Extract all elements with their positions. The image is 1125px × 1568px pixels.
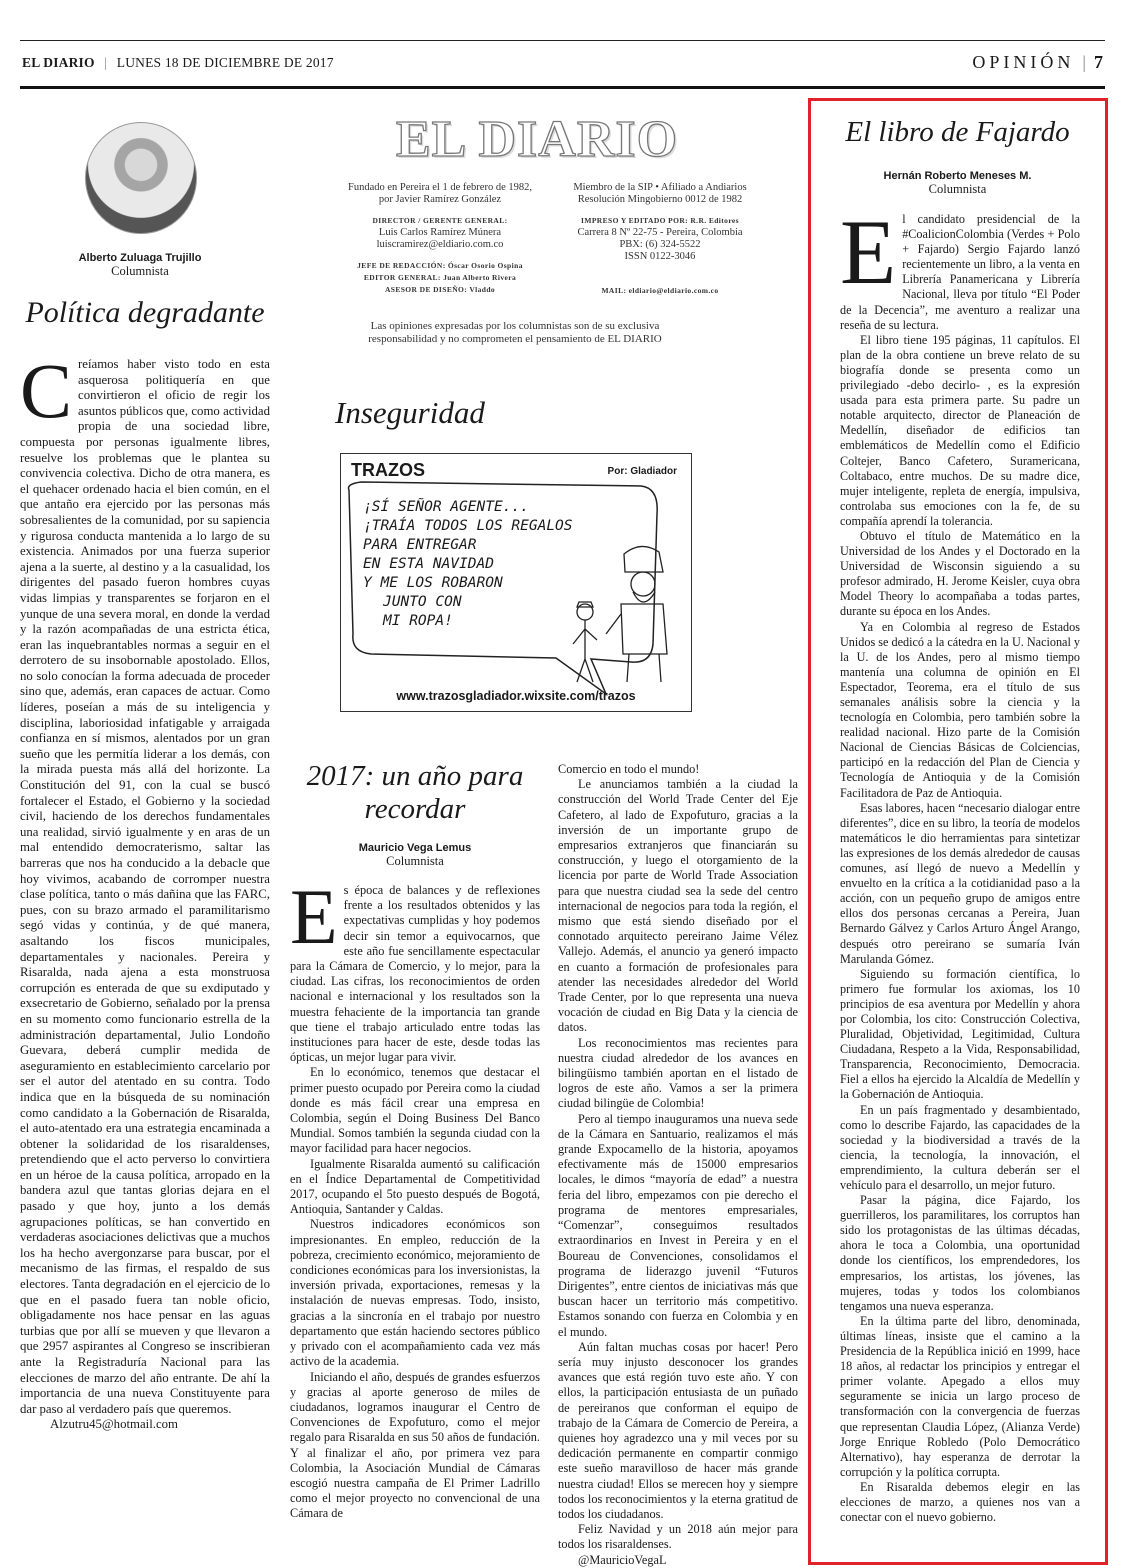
cartoon-brand: TRAZOS (351, 460, 425, 480)
header-bottom-rule (20, 86, 1105, 89)
page-header-left: EL DIARIO | LUNES 18 DE DICIEMBRE DE 2017 (22, 55, 334, 70)
col1-body (20, 347, 270, 1433)
cartoon-credit: Por: Gladiador (607, 466, 677, 477)
col2-dropcap: E (290, 873, 338, 960)
col2-body-left (290, 873, 540, 1522)
col2-author: Mauricio Vega Lemus (358, 842, 472, 854)
director-name: Luis Carlos Ramírez Múnera (378, 227, 502, 238)
jefe-redaccion: JEFE DE REDACCIÓN: Óscar Osorio Ospina (357, 261, 523, 270)
mail-text: MAIL: eldiario@eldiario.com.co (601, 286, 719, 295)
cartoon-title: Inseguridad (335, 395, 485, 430)
founded-text: Fundado en Pereira el 1 de febrero de 1982, por Javier Ramírez González (348, 182, 532, 205)
speech-line: EN ESTA NAVIDAD (363, 556, 494, 572)
masthead-logo: EL DIARIO (396, 111, 679, 168)
col2-paragraph: Nuestros indicadores económicos son impresionantes. En empleo, reducción de la pobreza, crecimiento económico, mejoramiento de condiciones económicas para los inversionistas, la inversión privada, exportaciones, remesas y la instalación de nuevas empresas. Todo, insisto, gracias a la sincronía en el trabajo por nuestro departamento que están haciendo sectores público y privado con el acompañamiento cada vez más activo de la academia. (290, 1217, 540, 1369)
col2-paragraph: Es época de balances y de reflexiones frente a los resultados obtenidos y las expectativas cumplidas y hoy podemos decir sin temor a equivocarnos, que este año fue sencillamente espectacular para la Cámara de Comercio, y lo mejor, para la ciudad. Las cifras, los reconocimientos de orden nacional e internacional y los resultados son la muestra fehaciente de la importancia tan grande que tiene el trabajo articulado entre todas las instituciones para hacer de este, desde todas las ópticas, un mejor lugar para vivir. (290, 873, 540, 1065)
col3-byline (815, 170, 1100, 197)
speech-line: PARA ENTREGAR (363, 537, 477, 553)
address-text: Carrera 8 Nº 22-75 - Pereira, Colombia (577, 227, 743, 238)
col3-paragraph: En la última parte del libro, denominada, últimas líneas, insiste que el camino a la Presidencia de la República inició en 1999, hace 18 años, al redactar los principios y entregar el primer volante. Apegado a ellos muy seguramente se inicia un largo proceso de transformación con la convergencia de fuerzas que representan Claudia López, (Alianza Verde) Jorge Enrique Robledo (Polo Democrático Alternativo), hay esperanza de derrotar la corrupción y la política corrupta. (840, 1313, 1080, 1479)
col3-role: Columnista (928, 182, 987, 196)
col1-author: Alberto Zuluaga Trujillo (78, 252, 202, 264)
issn-text: ISSN 0122-3046 (624, 251, 696, 262)
col2-handle: @MauricioVegaL (578, 1552, 667, 1567)
col3-paragraph: Obtuvo el título de Matemático en la Universidad de los Andes y el Doctorado en la Universidad de Wisconsin siguiendo a su profesor admirado, H. Jerome Keisler, cuya obra Model Theory lo acompañaba a todas partes, durante su época en los Andes. (840, 528, 1080, 619)
speech-line: MI ROPA! (383, 613, 453, 629)
col3-paragraph: En un país fragmentado y desambientado, como lo describe Fajardo, las capacidades de la sociedad y la biodiversidad a través de la ciencia, la tecnología, la innovación, el emprendimiento, la cultura deberán ser el vehículo para el desarrollo, un mejor futuro. (840, 1102, 1080, 1192)
page-number: 7 (1094, 52, 1103, 72)
col1-byline (40, 252, 240, 279)
col3-paragraph: El libro tiene 195 páginas, 11 capítulos. El plan de la obra contiene un breve relato de su biografía donde se presenta como un privilegiado -debo decirlo- , es la expresión usada para esta primera parte. Su padre un notable arquitecto, director de Planeación de Medellín, diseñador de edificios tan emblemáticos de Medellín como el Edificio Coltejer, Banco Cafetero, Suramericana, Coltabaco, entre muchos. De su madre dice, mujer inteligente, repleta de energía, impulsiva, controlaba sus emociones con la fe, de su compañía aprendí la tolerancia. (840, 332, 1080, 528)
col1-dropcap: C (20, 347, 73, 434)
col3-body (840, 201, 1080, 1525)
col3-paragraph: En Risaralda debemos elegir en las elecciones de marzo, a quienes nos van a conectar con el nuevo gobierno. (840, 1479, 1080, 1525)
header-top-rule (20, 40, 1105, 41)
col2-paragraph: Feliz Navidad y un 2018 aún mejor para todos los risaraldenses. (558, 1522, 798, 1552)
col1-email: Alzutru45@hotmail.com (50, 1417, 179, 1432)
col2-paragraph: Pero al tiempo inauguramos una nueva sede de la Cámara en Santuario, realizamos el más grande Expocamello de la historia, apoyamos efectivamente más de 15000 empresarios locales, le dimos “mayoría de edad” a nuestra feria del libro, empezamos con pie derecho el programa de mentores empresariales, “Comenzar”, conseguimos resultados extraordinarios en Invest in Pereira y en el Boureau de Convenciones, consolidamos el programa de liderazgo juvenil “Futuros Dirigentes”, entre cientos de iniciativas más que buscan hacer un territorio más competitivo. Estamos sonando con fuerza en Colombia y en el mundo. (558, 1111, 798, 1339)
page-header-right: OPINIÓN | 7 (972, 52, 1103, 72)
masthead-right (565, 182, 755, 297)
col1-title: Política degradante (25, 296, 265, 329)
director-label: DIRECTOR / GERENTE GENERAL: (372, 216, 508, 225)
col2-paragraph: Comercio en todo el mundo! (558, 762, 700, 776)
editor-general: EDITOR GENERAL: Juan Alberto Rivera (363, 273, 517, 282)
col3-paragraph: Pasar la página, dice Fajardo, los guerrilleros, los paramilitares, los corruptos han sido los protagonistas de las últimas décadas, ahora le toca a Colombia, una oportunidad donde los científicos, los emprendedores, los empresarios, los artistas, los jóvenes, las mujeres, todas y todos los colombianos tengamos una nueva esperanza. (840, 1193, 1080, 1313)
section-name: OPINIÓN (972, 52, 1075, 72)
col3-paragraph: Siguiendo su formación científica, lo primero fue formular los axiomas, los 10 principios de esa aventura por Medellín y ahora por Colombia, los cito: Construcción Colectiva, Pluralidad, Objetividad, Legitimidad, Cultura Ciudadana, Respeto a la Vida, Responsabilidad, Transparencia, Reconocimiento, Democracia. Fiel a ellos ha ejercido la Alcaldía de Medellín y la Gobernación de Antioquia. (840, 966, 1080, 1102)
col2-paragraph: Igualmente Risaralda aumentó su calificación en el Índice Departamental de Competitividad 2017, ocupando el 5to puesto después de Bogotá, Antioquia, Santander y Caldas. (290, 1156, 540, 1217)
col3-paragraph: Ya en Colombia al regreso de Estados Unidos se dedicó a la cátedra en la U. Nacional y la U. de los Andes, pero al mismo tiempo mantenía una columna de opinión en El Espectador, Teorema, era el título de sus semanales análisis sobre la ciencia y la tecnología en Colombia, pero también sobre la realidad nacional. Hizo parte de la Comisión Nacional de Ciencias Básicas de Colciencias, participó en la redacción del Plan de Ciencia y Tecnología de Antioquia y de la Comisión Facilitadora de Paz de Antioquia. (840, 619, 1080, 800)
col2-paragraph: Aún faltan muchas cosas por hacer! Pero sería muy injusto desconocer los grandes avances que está región tuvo este año. Y con ellos, la participación entusiasta de un puñado de pereiranos que conforman el equipo de trabajo de la Cámara de Comercio de Pereira, a quienes hoy agradezco una y mil veces por su dedicación permanente en compartir conmigo este sueño maravilloso de hacer más grande nuestra ciudad! Ellos se merecen hoy y siempre todos los reconocimientos y la eterna gratitud de todos los ciudadanos. (558, 1339, 798, 1521)
col3-author: Hernán Roberto Meneses M. (883, 170, 1032, 182)
speech-line: Y ME LOS ROBARON (363, 575, 503, 591)
col1-paragraph: Creíamos haber visto todo en esta asquerosa politiquería en que convirtieron el oficio de regir los asuntos públicos que, como actividad propia de una sociedad libre, compuesta por personas igualmente libres, resuelve los problemas que le plantea su convivencia colectiva. Dicho de otra manera, es el quehacer ordenado hacia el bien común, en el que antaño era ejercido por las personas más sobresalientes de la comunidad, por su sapiencia y rigurosa conducta mantenida a lo largo de su existencia. Animados por una fuerza superior ajena a la suerte, al destino y a la casualidad, los dirigentes del pasado fueron hombres cuyas vidas limpias y transparentes se forjaron en el yunque de una severa moral, en donde la verdad y la razón acompañadas de una estricta ética, eran las inquebrantables normas a seguir en el derrotero de su insobornable apostolado. Ellos, no solo conocían la forma adecuada de proceder sino que, además, eran capaces de actuar. Como líderes, poseían a más de su inteligencia y disciplina, laboriosidad infatigable y arraigada confianza en sí mismos, alentados por un gran sueño que les permitía liderar a los demás, con la mirada puesta más allá del horizonte. La Constitución del 91, con la cual se buscó fortalecer el Estado, el Gobierno y la sociedad civil, haciendo de los derechos fundamentales una realidad, sirvió igualmente y en aras de un mal entendido democraterismo, saltar las barreras que nos ha conducido a la debacle que hoy vivimos, acabando de corromper nuestra clase política, tanto o más dañina que las FARC, pues, con su brazo armado el paramilitarismo segó vidas y continúa, y de qué manera, asaltando los fiscos municipales, departamentales y nacionales. Pereira y Risaralda, nada ajena a esta monstruosa corrupción es enterada de que su exdiputado y exsecretario de Gobierno, señalado por la prensa en su momento como funcionario estrella de la administración departamental, Julio Londoño Guevara, deberá cumplir medida de aseguramiento en establecimiento carcelario por ser el autor del atentado en su contra. Todo indica que en la búsqueda de su nominación como candidato a la Gobernación de Risaralda, el auto-atentado era una estrategia encaminada a obtener la solidaridad de los risaraldenses, pretendiendo que el acto perverso lo convirtiera en un héroe de la causa política, arropado en la bandera azul que tantas glorias dejara en el pasado y que hoy, junto a los demás agrupaciones políticas, se han convertido en verdaderas asociaciones delictivas que a muchos los ha hecho avergonzarse para buscar, por el mecanismo de las firmas, el respaldo de sus electores. Tanta degradación en el ejercicio de lo que en el pasado fuera tan noble oficio, obligadamente nos hace pensar en las aguas turbias que por allí se mueven y que llevaron a que 2957 aspirantes al Congreso se inscribieran ante la Registraduría Nacional para las elecciones de marzo del año entrante. De ahí la importancia de una nueva Constituyente para dar paso al verdadero país que queremos. (20, 347, 270, 1416)
cartoon-panel (340, 453, 692, 712)
col3-title: El libro de Fajardo (845, 116, 1070, 148)
pbx-text: PBX: (6) 324-5522 (619, 239, 701, 250)
speech-line: ¡TRAÍA TODOS LOS REGALOS (363, 518, 573, 534)
col2-paragraph: Iniciando el año, después de grandes esfuerzos y gracias al aporte generoso de miles de ciudadanos, logramos inaugurar el Centro de Convenciones de Expofuturo, como el mejor regalo para Risaralda en sus 50 años de fundación. Y al finalizar el año, por primera vez para Colombia, la Asociación Mundial de Cámaras escogió nuestra campaña de El Primer Ladrillo como el mejor proyecto no convencional de una Cámara de (290, 1369, 540, 1521)
col2-role: Columnista (386, 854, 444, 868)
col2-byline (290, 842, 540, 869)
director-email: luiscramirez@eldiario.com.co (376, 239, 504, 250)
col3-dropcap: E (840, 201, 897, 303)
col3-paragraph: Esas labores, hacen “necesario dialogar entre diferentes”, dice en su libro, la teoría de modelos matemáticos le dio herramientas para sintetizar las expresiones de los demás alrededor de causas comunes, así llegó de nuevo a Medellín y envuelto en la crítica a la cotidianidad paso a la acción, con un pequeño grupo de amigos entre ellos dos personas cercanas a Pereira, Juan Bernardo Gálvez y Carlos Arturo Ángel Arango, después otro pereirano se sumaría Iván Marulanda Gómez. (840, 800, 1080, 966)
col3-paragraph: El candidato presidencial de la #CoalicionColombia (Verdes + Polo + Fajardo) Sergio Fajardo lanzó recientemente un libro, a la venta en Librería Panamericana y Librería Nacional, lleva por título “El Poder de la Decencia”, me aventuro a realizar una reseña de su lectura. (840, 201, 1080, 332)
col2-paragraph: Los reconocimientos mas recientes para nuestra ciudad alrededor de los avances en bilingüismo también aportan en el listado de logros de este año. Vamos a ser la primera ciudad bilingüe de Colombia! (558, 1035, 798, 1111)
col1-role: Columnista (111, 264, 169, 278)
author-photo (85, 122, 197, 234)
col2-paragraph: En lo económico, tenemos que destacar el primer puesto ocupado por Pereira como la ciudad donde es más fácil crear una empresa en Colombia, según el Doing Business Del Banco Mundial. Somos también la segunda ciudad con la mayor facilidad para hacer negocios. (290, 1065, 540, 1156)
col2-paragraph: Le anunciamos también a la ciudad la construcción del World Trade Center del Eje Cafetero, al lado de Expofuturo, gracias a la inversión de un importante grupo de empresarios extranjeros que financiarán su construcción, y luego el otorgamiento de la licencia por parte de World Trade Association para que nuestra ciudad sea la sede del centro internacional de negocios para toda la región, el mismo que está siendo diseñado por el connotado arquitecto pereirano Jaime Vélez Vallejo. Además, el anuncio ya generó impacto en cuanto a formación de profesionales para atender las necesidades alrededor del World Trade Center, por lo que representa una nueva vocación de ciudad en Big Data y la ciencia de datos. (558, 777, 798, 1035)
disclaimer: Las opiniones expresadas por los columnistas son de su exclusiva responsabilidad y no comprometen el pensamiento de EL DIARIO (368, 320, 662, 345)
speech-line: ¡SÍ SEÑOR AGENTE... (363, 499, 529, 515)
issue-date: LUNES 18 DE DICIEMBRE DE 2017 (116, 55, 334, 70)
cartoon-speech (363, 498, 623, 631)
col2-body-right (558, 762, 798, 1568)
speech-line: JUNTO CON (383, 594, 462, 610)
member-text: Miembro de la SIP • Afiliado a Andiarios Resolución Mingobierno 0012 de 1982 (573, 182, 747, 205)
asesor-diseno: ASESOR DE DISEÑO: Vladdo (384, 285, 496, 294)
cartoon-url: www.trazosgladiador.wixsite.com/trazos (396, 689, 636, 703)
col2-title: 2017: un año para recordar (306, 760, 524, 825)
masthead-left (345, 182, 535, 296)
paper-name: EL DIARIO (22, 55, 95, 70)
impreso-label: IMPRESO Y EDITADO POR: R.R. Editores (581, 216, 739, 225)
